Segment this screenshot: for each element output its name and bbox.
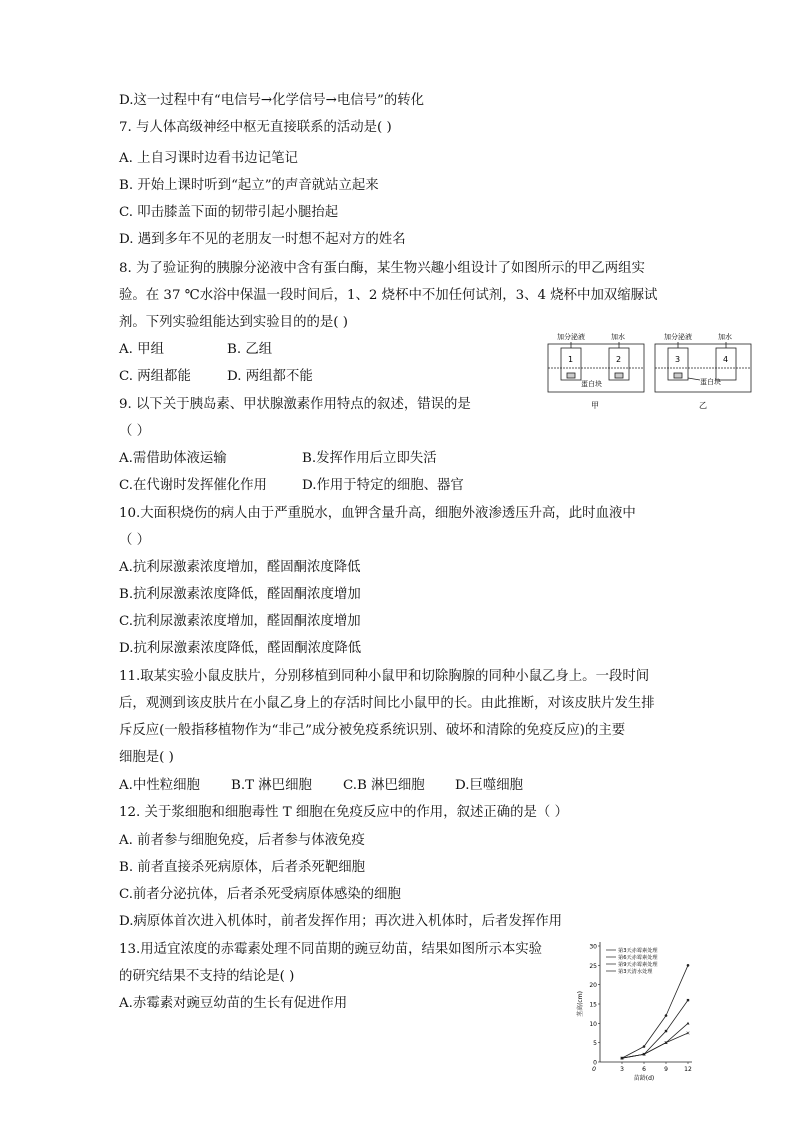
- question-11-line2: 后，观测到该皮肤片在小鼠乙身上的存活时间比小鼠甲的长。由此推断，对该皮肤片发生排: [119, 696, 655, 711]
- legend-label-2: 第6天赤霉素处理: [618, 955, 658, 961]
- question-10-paren: （ ）: [119, 533, 151, 548]
- beaker-label-1: 1: [568, 355, 574, 364]
- option-9b: B.发挥作用后立即失活: [302, 451, 437, 466]
- y-tick-label: 10: [589, 1020, 597, 1028]
- option-12b: B. 前者直接杀死病原体，后者杀死靶细胞: [119, 860, 365, 875]
- x-tick-label: 12: [684, 1066, 692, 1073]
- y-tick-label: 5: [593, 1040, 597, 1048]
- option-8b: B. 乙组: [227, 342, 273, 357]
- data-point: [687, 999, 689, 1001]
- y-axis-label: 茎高(cm): [577, 991, 584, 1017]
- protein-block-2: [615, 373, 623, 378]
- option-10a: A.抗利尿激素浓度增加，醛固酮浓度降低: [119, 560, 361, 575]
- option-9d: D.作用于特定的细胞、器官: [302, 478, 464, 493]
- beaker-4: [716, 348, 736, 380]
- x-tick-label: 9: [664, 1066, 668, 1073]
- question-11-line1: 11.取某实验小鼠皮肤片，分别移植到同种小鼠甲和切除胸腺的同种小鼠乙身上。一段时间: [119, 669, 650, 684]
- option-12a: A. 前者参与细胞免疫，后者参与体液免疫: [119, 833, 365, 848]
- beaker-label-3: 3: [675, 355, 681, 364]
- question-11-line3: 斥反应(一般指移植物作为“非己”成分被免疫系统识别、破坏和清除的免疫反应)的主要: [119, 723, 626, 738]
- option-9c: C.在代谢时发挥催化作用: [119, 478, 267, 493]
- beaker-label-2: 2: [616, 355, 622, 364]
- option-10c: C.抗利尿激素浓度增加，醛固酮浓度增加: [119, 614, 361, 629]
- label-add-water-2: 加水: [611, 333, 625, 341]
- question-9: 9. 以下关于胰岛素、甲状腺激素作用特点的叙述，错误的是: [119, 397, 471, 412]
- question-13-line1: 13.用适宜浓度的赤霉素处理不同苗期的豌豆幼苗，结果如图所示本实验: [119, 942, 543, 957]
- data-point: [687, 964, 690, 967]
- label-add-secretion-3: 加分泌液: [664, 333, 692, 341]
- data-point: [665, 1030, 667, 1032]
- legend-label-3: 第9天赤霉素处理: [618, 962, 658, 968]
- text-line-d: D.这一过程中有“电信号→化学信号→电信号”的转化: [119, 93, 425, 108]
- question-13-line2: 的研究结果不支持的结论是( ): [119, 969, 295, 984]
- y-tick-label: 25: [589, 962, 597, 970]
- data-point: [665, 1014, 668, 1017]
- option-7b: B. 开始上课时听到“起立”的声音就站立起来: [119, 178, 379, 193]
- data-point: [687, 1022, 690, 1025]
- group-label-jia: 甲: [591, 401, 599, 410]
- option-7c: C. 叩击膝盖下面的韧带引起小腿抬起: [119, 205, 339, 220]
- question-10: 10.大面积烧伤的病人由于严重脱水，血钾含量升高，细胞外液渗透压升高，此时血液中: [119, 506, 636, 521]
- label-protein-block-jia: 蛋白块: [581, 380, 602, 388]
- series-line-4: [622, 1033, 688, 1058]
- group-label-yi: 乙: [699, 401, 707, 410]
- y-tick-label: 30: [589, 943, 597, 951]
- label-add-water-4: 加水: [718, 333, 732, 341]
- option-11c: C.B 淋巴细胞: [343, 778, 425, 793]
- option-11b: B.T 淋巴细胞: [231, 778, 312, 793]
- beaker-experiment-figure: [545, 328, 755, 413]
- y-tick-label: 0: [593, 1059, 597, 1067]
- y-tick-label: 15: [589, 1001, 597, 1009]
- series-line-1: [622, 965, 688, 1058]
- question-12: 12. 关于浆细胞和细胞毒性 T 细胞在免疫反应中的作用，叙述正确的是（ ）: [119, 805, 568, 820]
- question-8-line1: 8. 为了验证狗的胰腺分泌液中含有蛋白酶，某生物兴趣小组设计了如图所示的甲乙两组实: [119, 261, 645, 276]
- option-10d: D.抗利尿激素浓度降低，醛固酮浓度降低: [119, 641, 362, 656]
- option-11d: D.巨噬细胞: [455, 778, 524, 793]
- option-11a: A.中性粒细胞: [119, 778, 200, 793]
- label-protein-block-yi: 蛋白块: [700, 378, 721, 386]
- option-7a: A. 上自习课时边看书边记笔记: [119, 151, 298, 166]
- option-13a: A.赤霉素对豌豆幼苗的生长有促进作用: [119, 996, 348, 1011]
- protein-block-3: [674, 373, 682, 378]
- x-tick-label: 6: [642, 1066, 646, 1073]
- option-8a: A. 甲组: [119, 342, 164, 357]
- legend-label-1: 第3天赤霉素处理: [618, 948, 658, 954]
- x-axis-label: 苗龄(d): [633, 1075, 655, 1082]
- option-9a: A.需借助体液运输: [119, 451, 227, 466]
- option-8d: D. 两组都不能: [227, 369, 313, 384]
- legend-label-4: 第3天清水处理: [618, 969, 653, 975]
- question-11-line4: 细胞是( ): [119, 750, 174, 765]
- series-line-2: [622, 1000, 688, 1058]
- beaker-label-4: 4: [723, 355, 729, 364]
- data-point: [643, 1045, 646, 1048]
- option-10b: B.抗利尿激素浓度降低，醛固酮浓度增加: [119, 587, 361, 602]
- option-8c: C. 两组都能: [119, 369, 191, 384]
- gibberellin-line-chart: [570, 938, 700, 1083]
- origin-label: 0: [592, 1066, 596, 1073]
- x-tick-label: 3: [620, 1066, 624, 1073]
- question-9-paren: （ ）: [119, 424, 151, 439]
- question-8-line3: 剂。下列实验组能达到实验目的的是( ): [119, 315, 348, 330]
- option-12d: D.病原体首次进入机体时，前者发挥作用；再次进入机体时，后者发挥作用: [119, 914, 563, 929]
- question-8-line2: 验。在 37 ℃水浴中保温一段时间后，1、2 烧杯中不加任何试剂，3、4 烧杯中加双缩脲试: [119, 288, 658, 303]
- label-add-secretion-1: 加分泌液: [557, 333, 585, 341]
- question-7: 7. 与人体高级神经中枢无直接联系的活动是( ): [119, 120, 392, 135]
- protein-block-1: [567, 373, 575, 378]
- option-12c: C.前者分泌抗体，后者杀死受病原体感染的细胞: [119, 887, 401, 902]
- y-tick-label: 20: [589, 982, 597, 990]
- option-7d: D. 遇到多年不见的老朋友一时想不起对方的姓名: [119, 232, 406, 247]
